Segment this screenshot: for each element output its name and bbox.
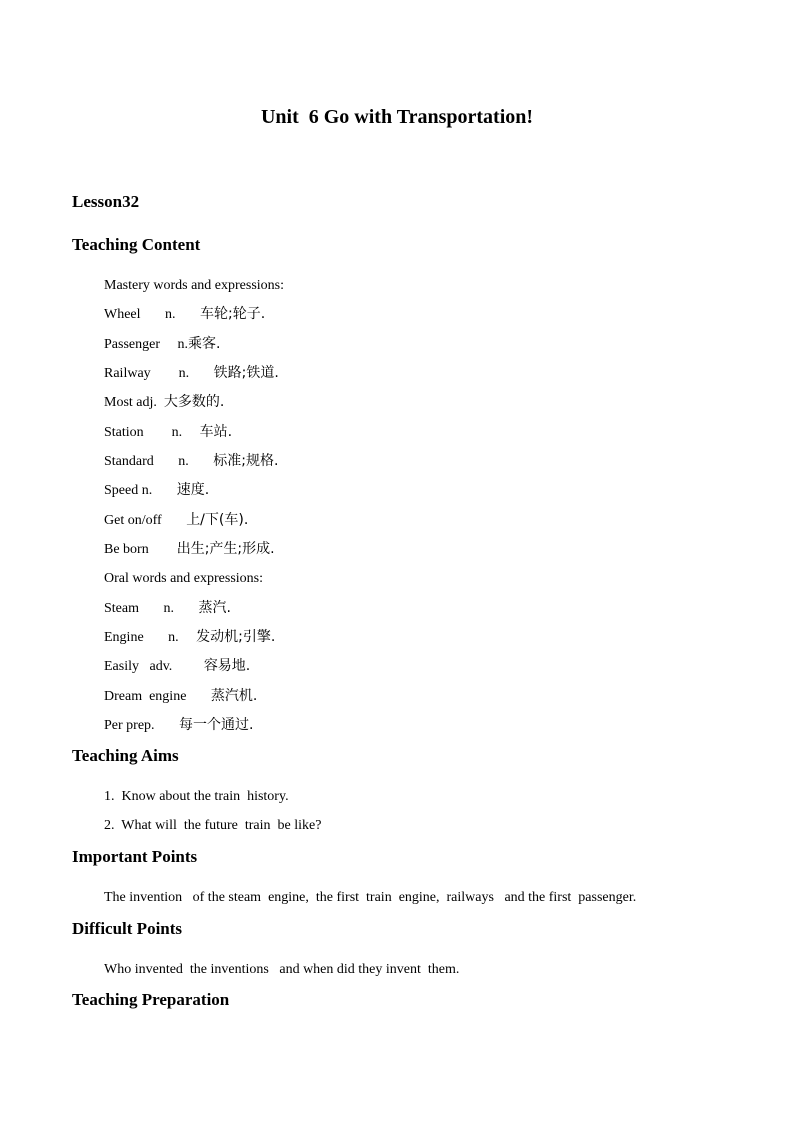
vocab-cn: 蒸汽. bbox=[198, 600, 231, 616]
lesson-heading: Lesson32 bbox=[72, 192, 140, 211]
vocab-line bbox=[104, 687, 257, 706]
important-points-heading: Important Points bbox=[72, 847, 198, 866]
vocab-line bbox=[104, 628, 275, 647]
vocab-en: Be born bbox=[104, 542, 177, 557]
vocab-cn: 速度. bbox=[176, 482, 210, 498]
vocab-en: Station n. bbox=[104, 425, 200, 440]
page-title: Unit 6 Go with Transportation! bbox=[260, 106, 534, 128]
vocab-cn: 发动机;引擎. bbox=[196, 629, 276, 645]
vocab-en: Railway n. bbox=[104, 366, 214, 381]
oral-intro: Oral words and expressions: bbox=[104, 571, 264, 586]
difficult-points-heading: Difficult Points bbox=[72, 919, 183, 938]
vocab-en: Speed n. bbox=[104, 483, 177, 498]
aim-item: 2. What will the future train be like? bbox=[104, 818, 322, 833]
vocab-cn: 车站. bbox=[199, 424, 233, 440]
vocab-cn: 蒸汽机. bbox=[210, 688, 258, 704]
vocab-line bbox=[104, 335, 220, 354]
vocab-en: Steam n. bbox=[104, 601, 199, 616]
vocab-en: Passenger n. bbox=[104, 337, 188, 352]
teaching-content-heading: Teaching Content bbox=[72, 235, 201, 254]
vocab-line bbox=[104, 657, 250, 676]
vocab-cn: 车轮;轮子. bbox=[200, 306, 266, 322]
vocab-line bbox=[104, 423, 232, 442]
teaching-aims-heading: Teaching Aims bbox=[72, 746, 179, 765]
vocab-cn: 出生;产生;形成. bbox=[176, 541, 275, 557]
vocab-cn: 上/下(车). bbox=[186, 512, 249, 528]
vocab-cn: 每一个通过. bbox=[179, 717, 254, 733]
vocab-en: Dream engine bbox=[104, 689, 211, 704]
teaching-preparation-heading: Teaching Preparation bbox=[72, 990, 230, 1009]
vocab-line bbox=[104, 599, 231, 618]
vocab-cn: 大多数的. bbox=[163, 394, 225, 410]
mastery-intro: Mastery words and expressions: bbox=[104, 278, 285, 293]
vocab-line bbox=[104, 393, 224, 412]
vocab-en: Per prep. bbox=[104, 718, 180, 733]
vocab-line bbox=[104, 511, 248, 530]
vocab-line bbox=[104, 481, 209, 500]
vocab-cn: 容易地. bbox=[203, 658, 251, 674]
vocab-line bbox=[104, 452, 278, 471]
vocab-en: Wheel n. bbox=[104, 307, 201, 322]
important-points-text: The invention of the steam engine, the first train engine, railways and the first passenger. bbox=[104, 890, 637, 905]
vocab-en: Engine n. bbox=[104, 630, 197, 645]
difficult-points-text: Who invented the inventions and when did they invent them. bbox=[104, 962, 460, 977]
vocab-en: Get on/off bbox=[104, 513, 187, 528]
vocab-line bbox=[104, 305, 265, 324]
vocab-en: Most adj. bbox=[104, 395, 164, 410]
vocab-cn: 乘客. bbox=[188, 336, 221, 352]
aim-item: 1. Know about the train history. bbox=[104, 789, 289, 804]
vocab-line bbox=[104, 540, 275, 559]
vocab-line bbox=[104, 364, 279, 383]
vocab-en: Standard n. bbox=[104, 454, 214, 469]
vocab-cn: 铁路;铁道. bbox=[213, 365, 279, 381]
vocab-line bbox=[104, 716, 254, 735]
vocab-en: Easily adv. bbox=[104, 659, 204, 674]
vocab-cn: 标准;规格. bbox=[213, 453, 279, 469]
